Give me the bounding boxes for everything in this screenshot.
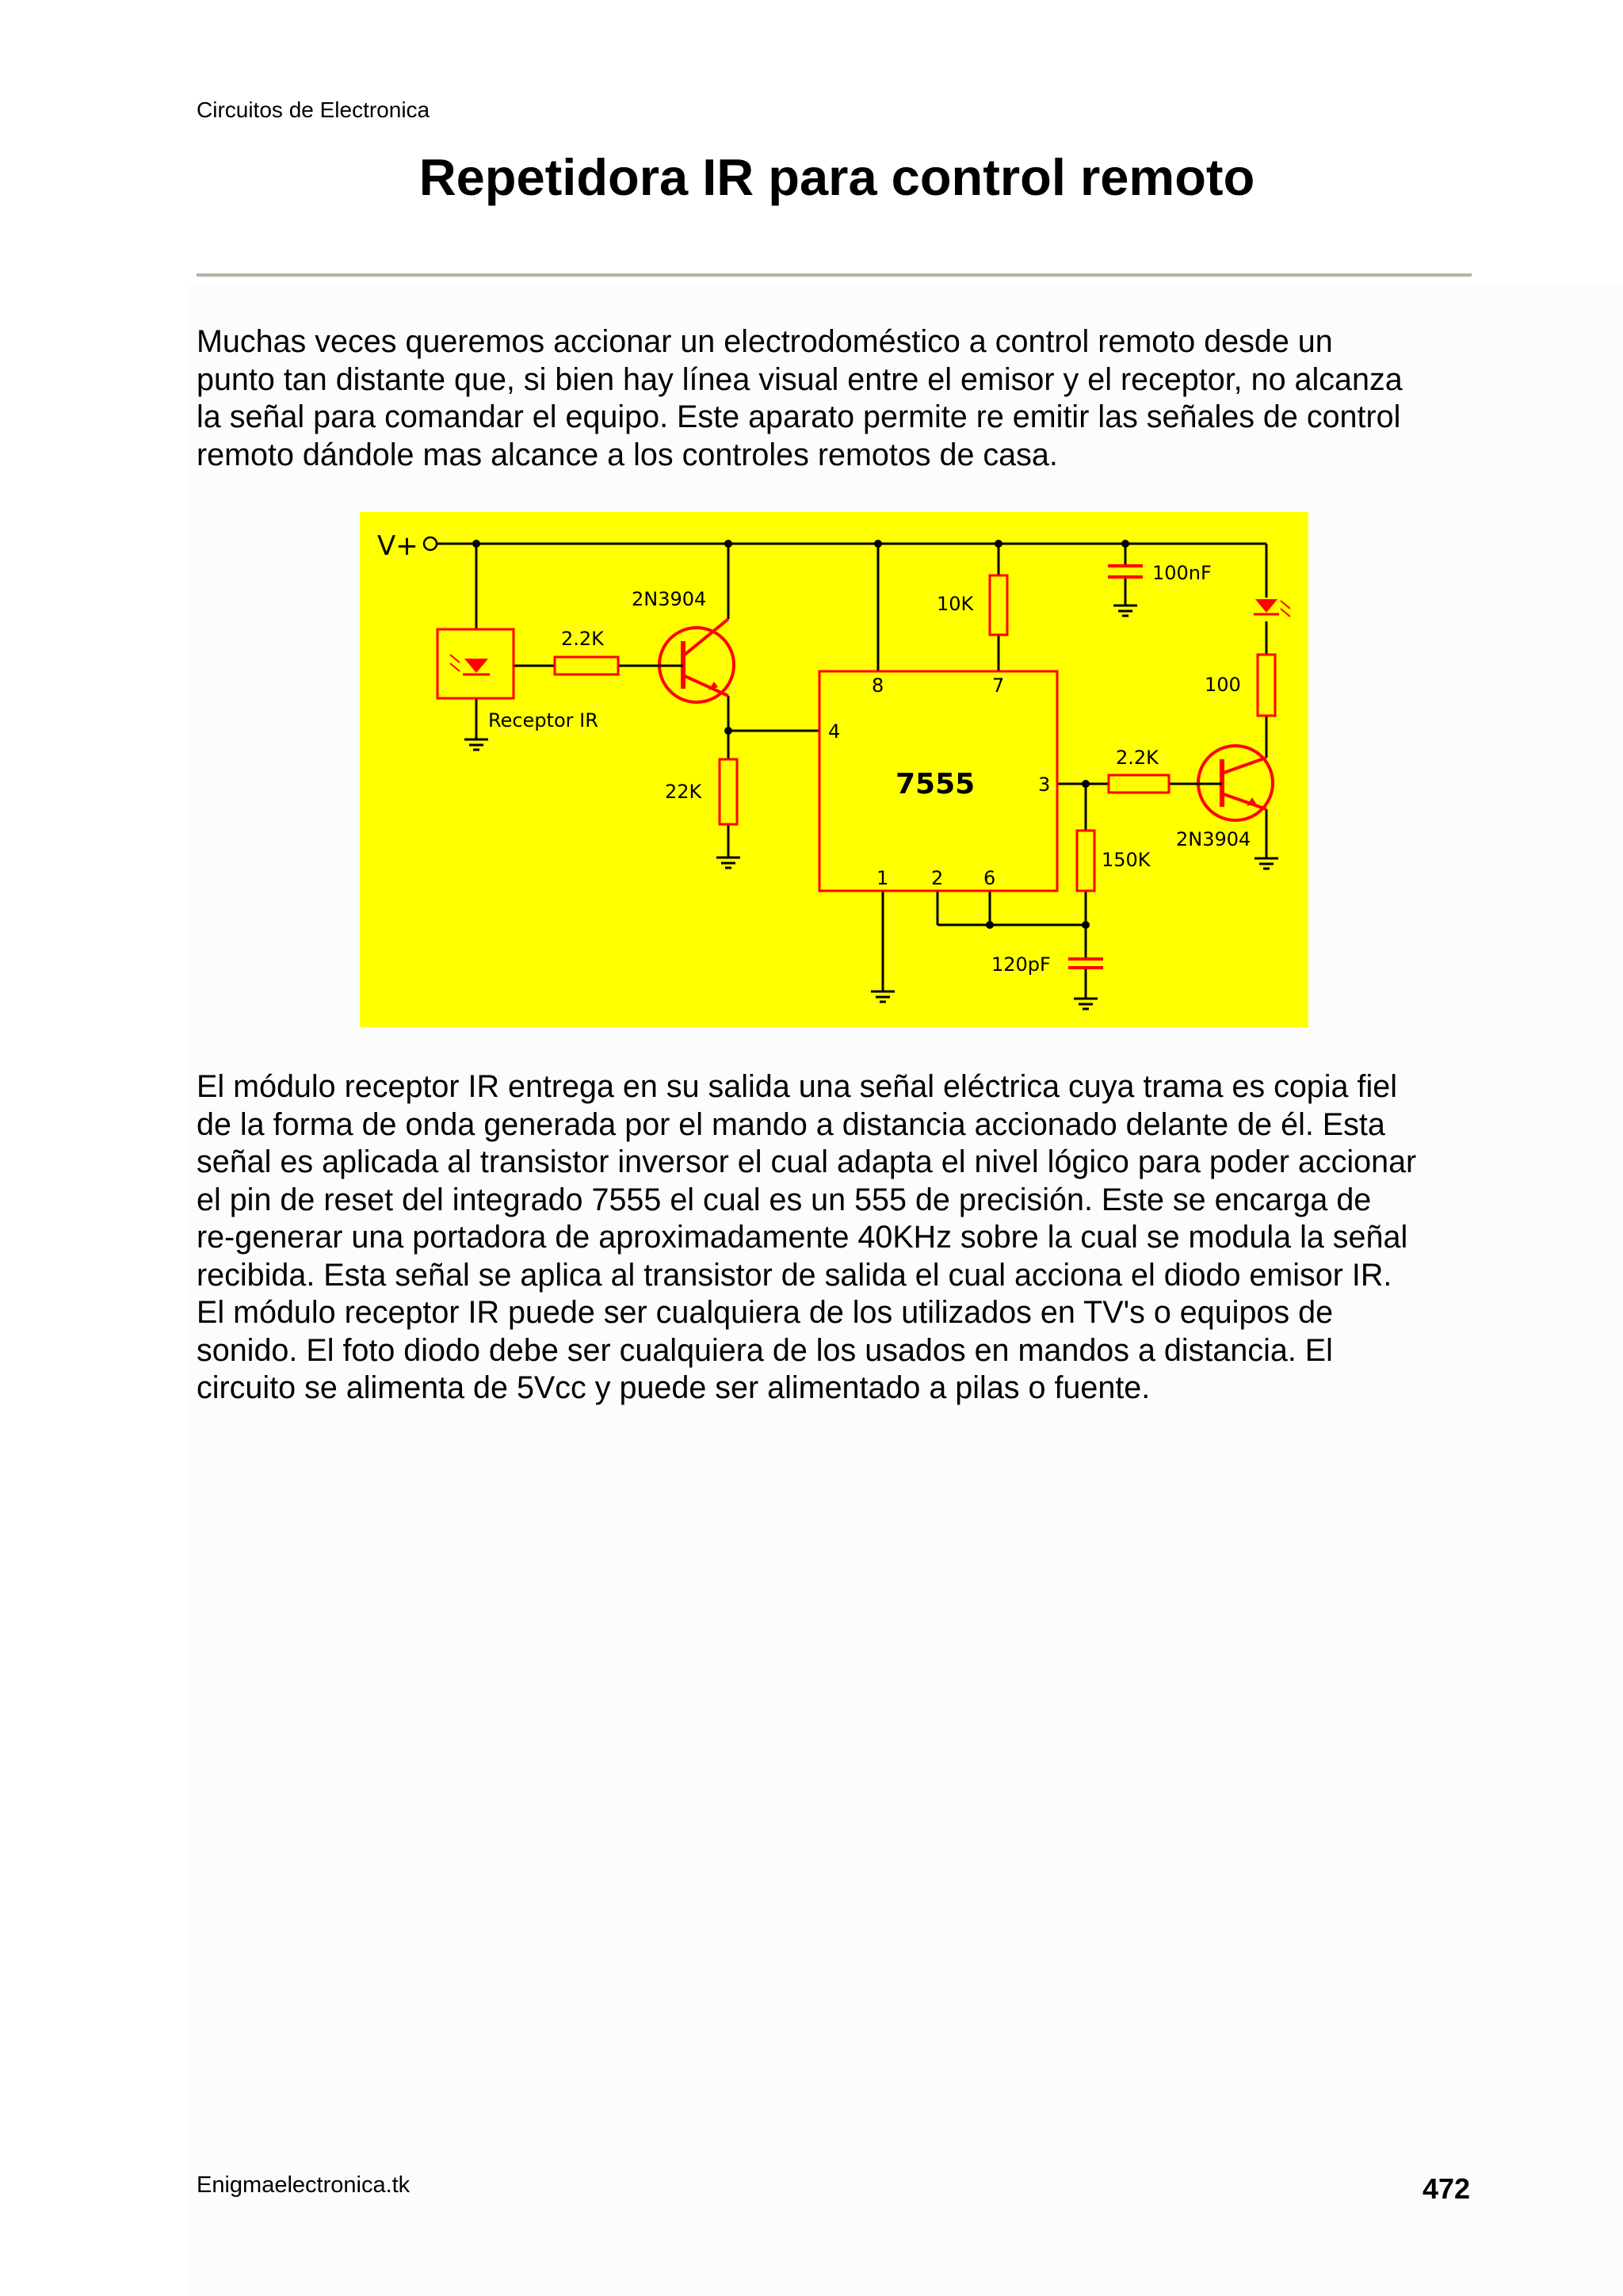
resistor-100 (1258, 655, 1275, 716)
cap-decoupling-label: 100nF (1152, 562, 1212, 584)
footer-site: Enigmaelectronica.tk (197, 2172, 411, 2198)
intro-line: punto tan distante que, si bien hay línea visual entre el emisor y el receptor, no alcanza (197, 361, 1403, 397)
pin-4-label: 4 (828, 720, 841, 743)
body-line: el pin de reset del integrado 7555 el cual es un 555 de precisión. Este se encarga de (197, 1182, 1372, 1217)
page-title: Repetidora IR para control remoto (418, 148, 1255, 206)
r-base-in-label: 2.2K (561, 628, 604, 650)
pin-7-label: 7 (992, 674, 1005, 697)
resistor-2k2-in (555, 657, 618, 674)
pin-8-label: 8 (872, 674, 884, 697)
receiver-label: Receptor IR (488, 709, 598, 732)
body-line: re-generar una portadora de aproximadamente 40KHz sobre la cual se modula la señal (197, 1220, 1408, 1255)
pin-3-label: 3 (1038, 774, 1051, 796)
body-paragraph (197, 1068, 1480, 1408)
intro-line: remoto dándole mas alcance a los controles remotos de casa. (197, 437, 1058, 472)
resistor-150k (1077, 831, 1094, 891)
capacitor-120pf (1068, 959, 1103, 968)
pin-6-label: 6 (983, 867, 996, 889)
body-line: El módulo receptor IR entrega en su salida una señal eléctrica cuya trama es copia fiel (197, 1069, 1397, 1104)
resistor-2k2-out (1109, 775, 1169, 793)
cap-timing-label: 120pF (991, 953, 1051, 976)
ir-led-icon (1254, 599, 1290, 617)
body-line: de la forma de onda generada por el mando a distancia accionado delante de él. Esta (197, 1106, 1385, 1142)
schematic-figure (360, 512, 1308, 1027)
r-timing-bottom-label: 150K (1102, 849, 1151, 871)
title-divider (197, 273, 1472, 277)
body-line: sonido. El foto diodo debe ser cualquiera de los usados en mandos a distancia. El (197, 1332, 1333, 1368)
body-line: El módulo receptor IR puede ser cualquiera de los utilizados en TV's o equipos de (197, 1295, 1334, 1330)
transistor-q1 (649, 619, 734, 702)
intro-line: Muchas veces queremos accionar un electrodoméstico a control remoto desde un (197, 324, 1333, 359)
body-line: recibida. Esta señal se aplica al transistor de salida el cual acciona el diodo emisor IR. (197, 1257, 1392, 1293)
supply-terminal (424, 537, 437, 550)
intro-paragraph (197, 323, 1480, 474)
ic-label: 7555 (896, 768, 976, 800)
r-timing-top-label: 10K (937, 593, 974, 615)
resistor-10k (990, 575, 1007, 635)
transistor-q2 (1195, 746, 1273, 820)
q1-label: 2N3904 (632, 588, 707, 610)
r-led-label: 100 (1205, 674, 1241, 696)
capacitor-100nf (1108, 566, 1143, 577)
body-line: señal es aplicada al transistor inversor el cual adapta el nivel lógico para poder accionar (197, 1144, 1417, 1179)
page-number: 472 (1423, 2172, 1471, 2205)
r-base-out-label: 2.2K (1116, 747, 1159, 769)
body-line: circuito se alimenta de 5Vcc y puede ser alimentado a pilas o fuente. (197, 1370, 1151, 1405)
supply-label: V+ (377, 530, 418, 562)
r-pulldown-label: 22K (665, 781, 702, 803)
running-header: Circuitos de Electronica (197, 97, 430, 122)
intro-line: la señal para comandar el equipo. Este aparato permite re emitir las señales de control (197, 399, 1401, 434)
q2-label: 2N3904 (1176, 828, 1251, 850)
schematic-diagram (360, 512, 1308, 1027)
pin-2-label: 2 (931, 867, 944, 889)
resistor-22k (720, 759, 737, 824)
pin-1-label: 1 (876, 867, 889, 889)
